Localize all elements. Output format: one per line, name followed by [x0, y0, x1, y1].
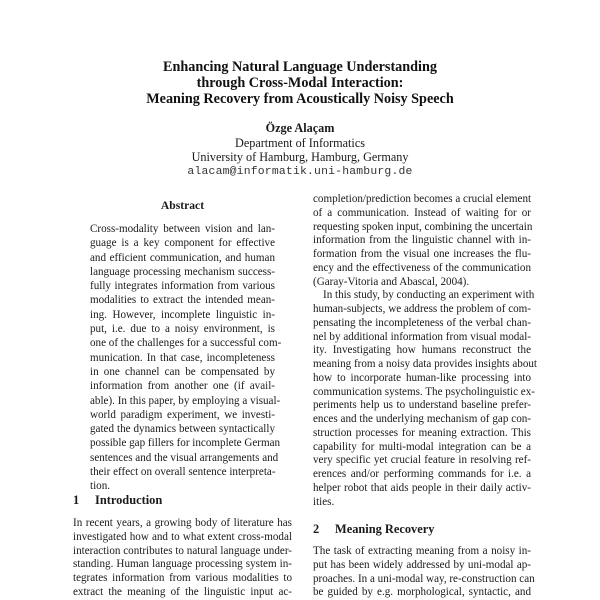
body-line: put has been widely addressed by uni-modal ap- [313, 558, 531, 571]
abstract-line: able). In this paper, by employing a visual- [90, 394, 281, 407]
paper-title [0, 59, 600, 108]
body-line: how to incorporate human-like processing into [313, 371, 531, 384]
author-affiliation: University of Hamburg, Hamburg, Germany [191, 150, 409, 165]
body-line: erences and/or performing commands for i.e. a [313, 468, 531, 480]
body-line: tegrates information from various modalities to [73, 572, 292, 584]
body-line: very specific yet crucial feature in resolving ref- [313, 454, 531, 467]
body-line: completion/prediction becomes a crucial element [313, 193, 532, 205]
body-line: In this study, by conducting an experiment with [323, 289, 535, 302]
body-line: standing. Human language processing system in- [73, 558, 292, 571]
right-column-introduction [313, 193, 537, 509]
abstract-body [90, 222, 282, 494]
body-line: ency and the effectiveness of the communication [313, 261, 531, 274]
section-heading-introduction [73, 493, 162, 508]
body-line: information from the linguistic channel with in- [313, 234, 531, 247]
body-line: pensating the incompleteness of the verbal chan- [313, 316, 531, 329]
abstract-line: language processing mechanism success- [90, 265, 275, 278]
body-line: In recent years, a growing body of literature has [73, 517, 292, 529]
abstract-line: gated the dynamics between syntactically [90, 423, 275, 436]
author-department: Department of Informatics [235, 135, 365, 150]
body-line: proaches. In a uni-modal way, re-construction can [313, 572, 535, 585]
abstract-line: fully integrates information from various [90, 280, 275, 293]
section-number: 2 [313, 522, 320, 536]
abstract-line: world paradigm experiment, we investi- [90, 408, 275, 421]
body-line: (Garay-Vitoria and Abascal, 2004). [313, 275, 470, 288]
body-line: periments help us to understand baseline prefer- [313, 399, 531, 412]
body-line: be guided by e.g. morphological, syntactic, and [313, 586, 531, 599]
body-line: of a communication. Instead of waiting for or [313, 206, 531, 219]
body-line: The task of extracting meaning from a noisy in- [313, 545, 531, 557]
body-line: nel by additional information from visual modal- [313, 330, 531, 343]
abstract-line: their effect on overall sentence interpreta- [90, 466, 276, 479]
section-title: Introduction [95, 493, 163, 507]
abstract-line: guage is a key component for effective [90, 237, 275, 250]
abstract-line: modalities to extract the intended mean- [90, 294, 275, 307]
body-line: meaning from a noisy data provides insights about [313, 358, 537, 370]
abstract-line: one of the challenges for a successful com- [90, 337, 282, 350]
body-line: requesting spoken input, combining the uncertain [313, 220, 533, 233]
body-line: extract the meaning of the linguistic input ac- [73, 585, 292, 598]
abstract-line: sentences and the visual arrangements and [90, 451, 279, 464]
body-line: ities. [313, 495, 335, 508]
meaning-recovery-body [313, 545, 535, 600]
abstract-line: information from another one (if avail- [90, 380, 275, 393]
title-line: Enhancing Natural Language Understanding [163, 59, 437, 75]
body-line: struction processes for meaning extraction. This [313, 426, 531, 439]
abstract-line: put, i.e. due to a noisy environment, is [90, 323, 275, 336]
abstract-line: tion. [90, 480, 111, 493]
body-line: formation from the visual one increases the flu- [313, 248, 531, 260]
title-line: Meaning Recovery from Acoustically Noisy Speech [146, 91, 454, 108]
author-name: Özge Alaçam [265, 121, 335, 135]
body-line: interaction contributes to natural language under- [73, 544, 292, 557]
title-line: through Cross-Modal Interaction: [196, 75, 404, 92]
abstract-heading: Abstract [160, 199, 205, 212]
abstract-line: and efficient communication, and human [90, 251, 275, 264]
body-line: ity. Investigating how humans reconstruct the [313, 344, 531, 357]
body-line: ences and the underlying mechanism of gap con- [313, 413, 531, 425]
section-heading-meaning-recovery [313, 522, 434, 537]
abstract-line: munication. In that case, incompleteness [90, 351, 275, 364]
body-line: communication systems. The psycholinguistic ex- [313, 385, 535, 398]
introduction-body [73, 517, 292, 600]
body-line: investigated how and to what extent cross-modal [73, 530, 292, 543]
author-block [0, 121, 600, 179]
abstract-line: ing. However, incomplete linguistic in- [90, 308, 275, 321]
body-line: human-subjects, we address the problem of com- [313, 303, 531, 315]
section-title: Meaning Recovery [335, 522, 435, 536]
author-email: alacam@informatik.uni-hamburg.de [187, 165, 413, 178]
section-number: 1 [73, 493, 80, 507]
abstract-line: Cross-modality between vision and lan- [90, 223, 275, 235]
abstract-line: in one channel can be compensated by [90, 365, 275, 378]
body-line: capability for multi-modal integration can be a [313, 440, 531, 453]
abstract-line: possible gap fillers for incomplete German [90, 437, 281, 450]
body-line: helper robot that aids people in their daily activ- [313, 481, 531, 494]
